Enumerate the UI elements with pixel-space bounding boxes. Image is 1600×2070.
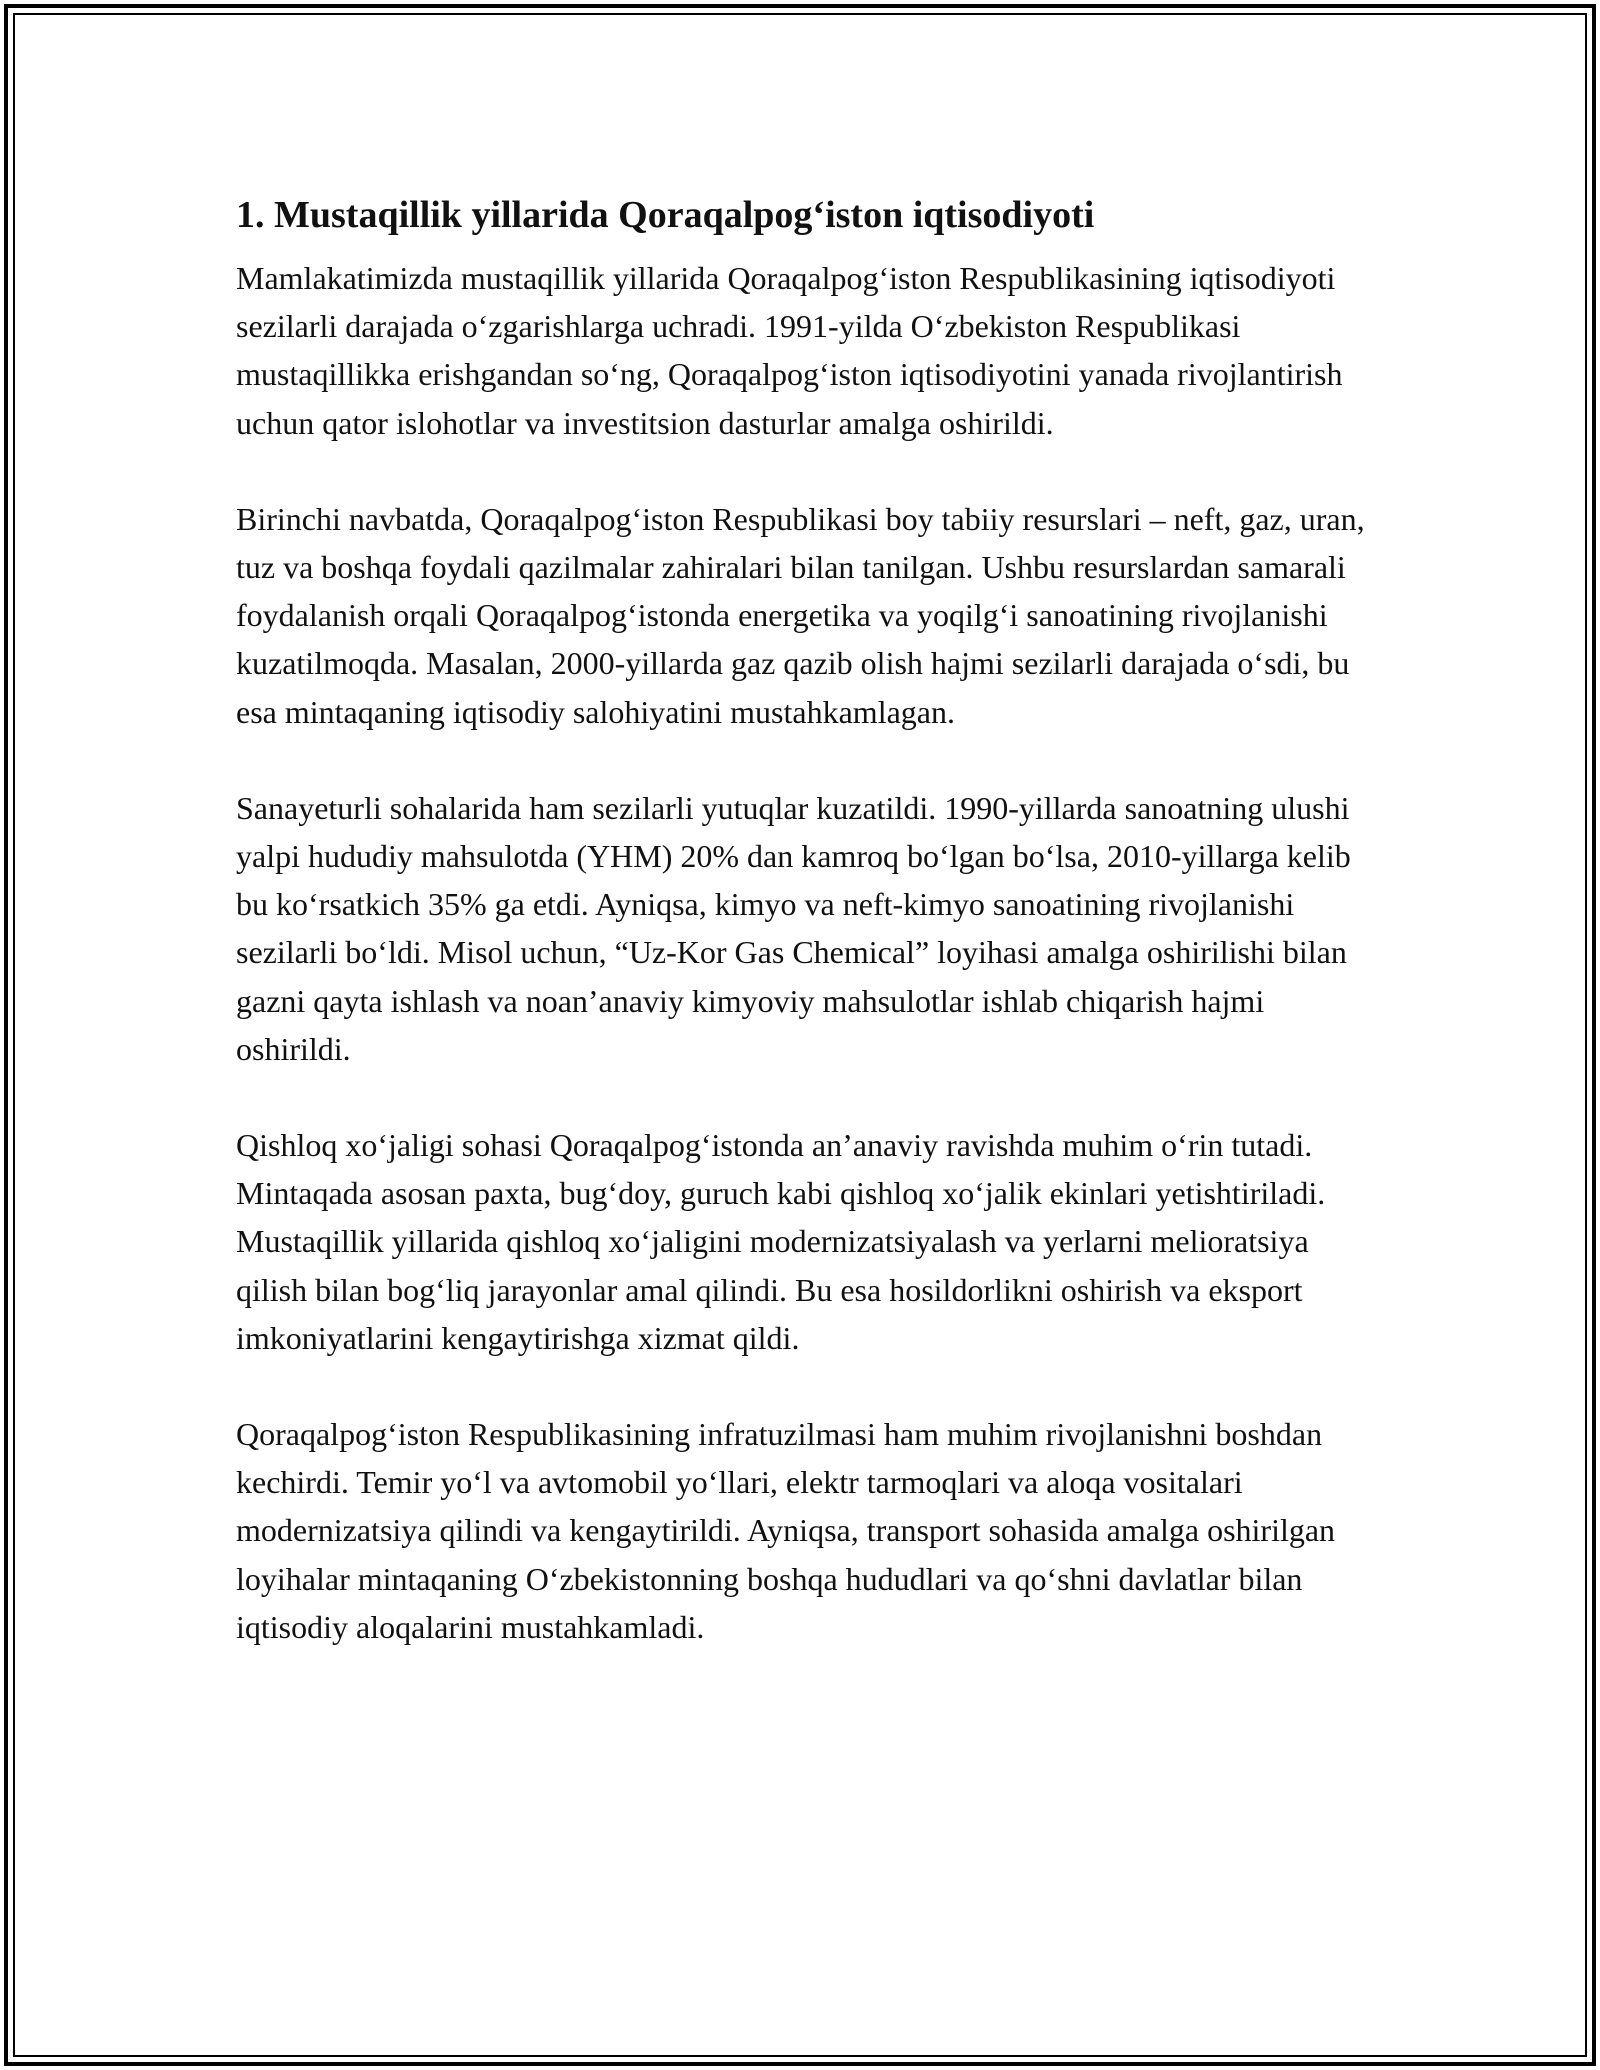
paragraph-natural-resources: Birinchi navbatda, Qoraqalpog‘iston Respublikasi boy tabiiy resurslari – neft, gaz, uran, tuz va boshqa foydali qazilmalar zahiralari bilan tanilgan. Ushbu resurslardan samarali foydalanish orqali Qoraqalpog‘istonda energetika va yoqilg‘i sanoatining rivojlanishi kuzatilmoqda. Masalan, 2000-yillarda gaz qazib olish hajmi sezilarli darajada o‘sdi, bu esa mintaqaning iqtisodiy salohiyatini mustahkamlagan. (236, 500, 1365, 730)
paragraph-agriculture: Qishloq xo‘jaligi sohasi Qoraqalpog‘istonda an’anaviy ravishda muhim o‘rin tutadi. Mintaqada asosan paxta, bug‘doy, guruch kabi qishloq xo‘jalik ekinlari yetishtiriladi. Mustaqillik yillarida qishloq xo‘jaligini modernizatsiyalash va yerlarni melioratsiya qilish bilan bog‘liq jarayonlar amal qilindi. Bu esa hosildorlikni oshirish va eksport imkoniyatlarini kengaytirishga xizmat qildi. (236, 1127, 1326, 1356)
paragraph-industry: Sanayeturli sohalarida ham sezilarli yutuqlar kuzatildi. 1990-yillarda sanoatning ulushi yalpi hududiy mahsulotda (YHM) 20% dan kamroq bo‘lgan bo‘lsa, 2010-yillarga kelib bu ko‘rsatkich 35% ga etdi. Ayniqsa, kimyo va neft-kimyo sanoatining rivojlanishi sezilarli bo‘ldi. Misol uchun, “Uz-Kor Gas Chemical” loyihasi amalga oshirilishi bilan gazni qayta ishlash va noan’anaviy kimyoviy mahsulotlar ishlab chiqarish hajmi oshirildi. (236, 789, 1351, 1067)
document-body (236, 188, 1376, 1651)
paragraph-intro: Mamlakatimizda mustaqillik yillarida Qoraqalpog‘iston Respublikasining iqtisodiyoti sezilarli darajada o‘zgarishlarga uchradi. 1991-yilda O‘zbekiston Respublikasi mustaqillikka erishgandan so‘ng, Qoraqalpog‘iston iqtisodiyotini yanada rivojlantirish uchun qator islohotlar va investitsion dasturlar amalga oshirildi. (236, 260, 1343, 441)
document-title: 1. Mustaqillik yillarida Qoraqalpog‘iston iqtisodiyoti (236, 194, 1095, 236)
paragraph-infrastructure: Qoraqalpog‘iston Respublikasining infratuzilmasi ham muhim rivojlanishni boshdan kechirdi. Temir yo‘l va avtomobil yo‘llari, elektr tarmoqlari va aloqa vositalari modernizatsiya qilindi va kengaytirildi. Ayniqsa, transport sohasida amalga oshirilgan loyihalar mintaqaning O‘zbekistonning boshqa hududlari va qo‘shni davlatlar bilan iqtisodiy aloqalarini mustahkamladi. (236, 1416, 1336, 1645)
